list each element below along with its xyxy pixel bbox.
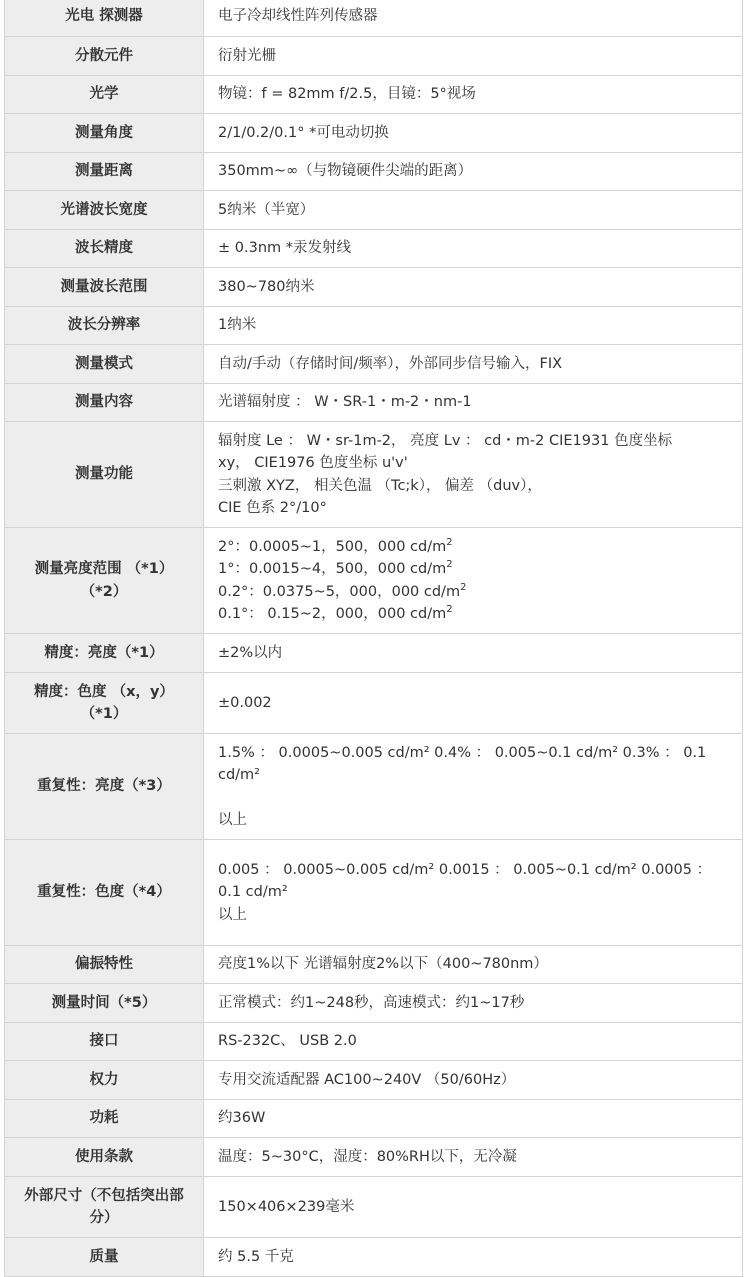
table-row [5,345,743,384]
spec-label: 权力 [5,1061,204,1100]
spec-label: 测量模式 [5,345,204,384]
spec-value: 光谱辐射度 ： W・SR-1・m-2・nm-1 [204,384,743,422]
spec-value: 380~780纳米 [204,268,743,307]
spec-value: 2/1/0.2/0.1° *可电动切换 [204,114,743,153]
spec-value: ±2%以内 [204,634,743,673]
spec-value: ± 0.3nm *汞发射线 [204,230,743,268]
spec-value: 350mm~∞（与物镜硬件尖端的距离） [204,153,743,191]
spec-value: ±0.002 [204,673,743,734]
spec-label: 波长精度 [5,230,204,268]
spec-label: 重复性：色度（*4） [5,840,204,946]
table-row [5,634,743,673]
spec-value: 约36W [204,1100,743,1138]
spec-label: 波长分辨率 [5,307,204,345]
spec-label: 测量内容 [5,384,204,422]
spec-value: 电子冷却线性阵列传感器 [204,0,743,37]
spec-label: 测量波长范围 [5,268,204,307]
spec-label: 质量 [5,1238,204,1277]
table-row [5,1238,743,1277]
table-row [5,384,743,422]
table-row [5,984,743,1023]
spec-value: 150×406×239毫米 [204,1177,743,1238]
table-row [5,1061,743,1100]
spec-value: 1纳米 [204,307,743,345]
spec-label: 精度：色度 （x，y）（*1） [5,673,204,734]
spec-value: 辐射度 Le ： W・sr-1m-2， 亮度 Lv ： cd・m-2 CIE1931 色度坐标 xy， CIE1976 色度坐标 u'v' 三刺激 XYZ， 相关色温 （Tc;k）， 偏差 （duv）， CIE 色系 2°/10° [204,422,743,528]
spec-label: 使用条款 [5,1138,204,1177]
table-row [5,840,743,946]
spec-label: 光学 [5,76,204,114]
table-row [5,528,743,634]
spec-label: 测量距离 [5,153,204,191]
table-row [5,1177,743,1238]
table-row [5,230,743,268]
spec-label: 精度：亮度（*1） [5,634,204,673]
table-row [5,76,743,114]
table-row [5,673,743,734]
table-row [5,734,743,840]
spec-label: 分散元件 [5,37,204,76]
spec-label: 外部尺寸（不包括突出部分） [5,1177,204,1238]
spec-value: 1.5% ： 0.0005~0.005 cd/m² 0.4% ： 0.005~0.1 cd/m² 0.3% ： 0.1 cd/m² 以上 [204,734,743,840]
table-row [5,0,743,37]
table-row [5,422,743,528]
table-row [5,946,743,984]
spec-value: 2°：0.0005~1，500，000 $cd/m^2$ 1°：0.0015~4，500，000 $cd/m^2$ 0.2°：0.0375~5，000，000 $cd/m^2$ 0.1°： 0.15~2，000，000 $cd/m^2$ [204,528,743,634]
spec-label: 光电 探测器 [5,0,204,37]
table-row [5,153,743,191]
table-row [5,268,743,307]
spec-label: 重复性：亮度（*3） [5,734,204,840]
specification-table [4,0,743,1277]
spec-label: 测量功能 [5,422,204,528]
spec-value: 衍射光栅 [204,37,743,76]
spec-value: 5纳米（半宽） [204,191,743,230]
spec-value: 亮度1%以下 光谱辐射度2%以下（400~780nm） [204,946,743,984]
spec-label: 功耗 [5,1100,204,1138]
spec-value: 自动/手动（存储时间/频率），外部同步信号输入，FIX [204,345,743,384]
spec-value: 专用交流适配器 AC100~240V （50/60Hz） [204,1061,743,1100]
spec-value: 温度：5~30°C，湿度：80%RH以下，无冷凝 [204,1138,743,1177]
table-row [5,191,743,230]
table-row [5,1023,743,1061]
spec-label: 测量时间（*5） [5,984,204,1023]
spec-value: 正常模式：约1~248秒，高速模式：约1~17秒 [204,984,743,1023]
table-row [5,307,743,345]
spec-label: 光谱波长宽度 [5,191,204,230]
table-row [5,1138,743,1177]
spec-value: 物镜：f = 82mm f/2.5，目镜：5°视场 [204,76,743,114]
table-row [5,114,743,153]
spec-value: RS-232C、 USB 2.0 [204,1023,743,1061]
spec-value: 0.005 ： 0.0005~0.005 cd/m² 0.0015 ： 0.005~0.1 cd/m² 0.0005 ： 0.1 cd/m² 以上 [204,840,743,946]
spec-label: 测量角度 [5,114,204,153]
spec-value: 约 5.5 千克 [204,1238,743,1277]
spec-label: 偏振特性 [5,946,204,984]
table-row [5,37,743,76]
table-row [5,1100,743,1138]
spec-label: 测量亮度范围 （*1）（*2） [5,528,204,634]
spec-label: 接口 [5,1023,204,1061]
